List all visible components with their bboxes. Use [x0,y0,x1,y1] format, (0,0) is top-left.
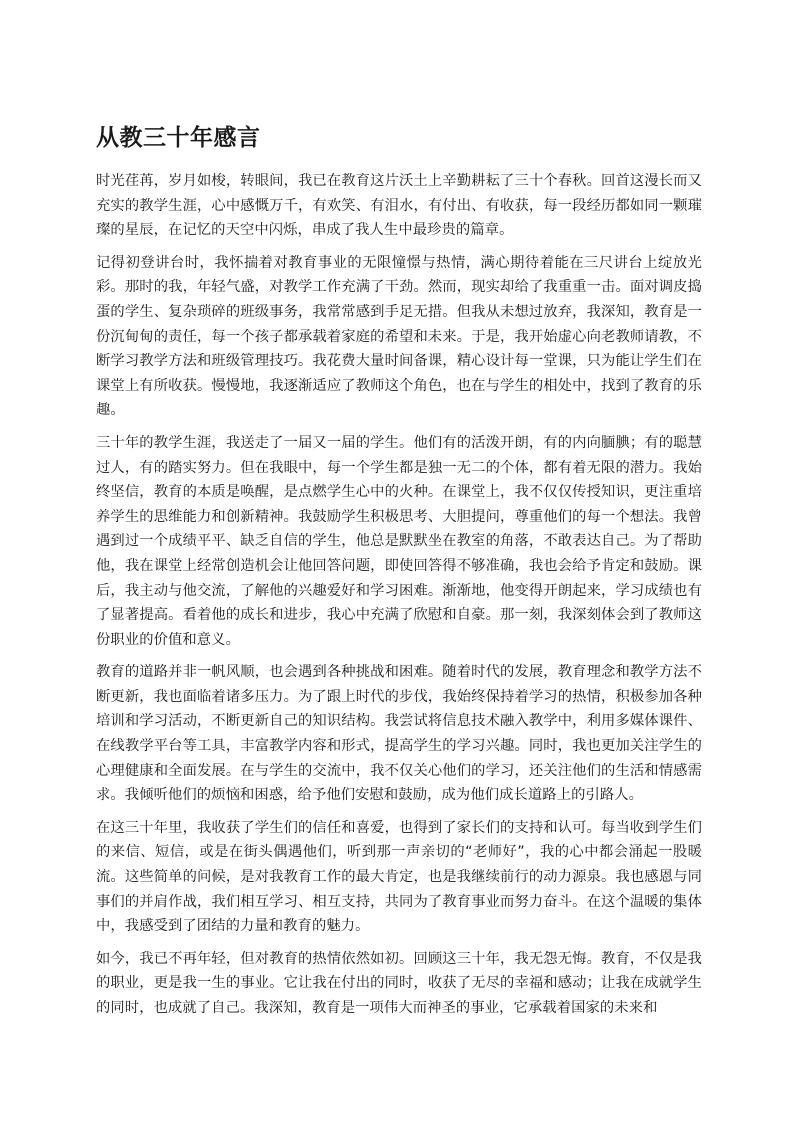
paragraph-3: 三十年的教学生涯，我送走了一届又一届的学生。他们有的活泼开朗，有的内向腼腆；有的聪慧过人，有的踏实努力。但在我眼中，每一个学生都是独一无二的个体，都有着无限的潜力。我始终坚信，教育的本质是唤醒，是点燃学生心中的火种。在课堂上，我不仅仅传授知识，更注重培养学生的思维能力和创新精神。我鼓励学生积极思考、大胆提问，尊重他们的每一个想法。我曾遇到过一个成绩平平、缺乏自信的学生，他总是默默坐在教室的角落，不敢表达自己。为了帮助他，我在课堂上经常创造机会让他回答问题，即使回答得不够准确，我也会给予肯定和鼓励。课后，我主动与他交流，了解他的兴趣爱好和学习困难。渐渐地，他变得开朗起来，学习成绩也有了显著提高。看着他的成长和进步，我心中充满了欣慰和自豪。那一刻，我深刻体会到了教师这份职业的价值和意义。 [96,434,702,648]
paragraph-5: 在这三十年里，我收获了学生们的信任和喜爱，也得到了家长们的支持和认可。每当收到学生们的来信、短信，或是在街头偶遇他们，听到那一声亲切的“老师好”，我的心中都会涌起一股暖流。这些简单的问候，是对我教育工作的最大肯定，也是我继续前行的动力源泉。我也感恩与同事们的并肩作战，我们相互学习、相互支持，共同为了教育事业而努力奋斗。在这个温暖的集体中，我感受到了团结的力量和教育的魅力。 [96,819,702,935]
document-page [96,118,702,1029]
paragraph-2: 记得初登讲台时，我怀揣着对教育事业的无限憧憬与热情，满心期待着能在三尺讲台上绽放光彩。那时的我，年轻气盛，对教学工作充满了干劲。然而，现实却给了我重重一击。面对调皮捣蛋的学生、复杂琐碎的班级事务，我常常感到手足无措。但我从未想过放弃，我深知，教育是一份沉甸甸的责任，每一个孩子都承载着家庭的希望和未来。于是，我开始虚心向老教师请教，不断学习教学方法和班级管理技巧。我花费大量时间备课，精心设计每一堂课，只为能让学生们在课堂上有所收获。慢慢地，我逐渐适应了教师这个角色，也在与学生的相处中，找到了教育的乐趣。 [96,254,702,419]
document-title: 从教三十年感言 [96,125,261,151]
paragraph-4: 教育的道路并非一帆风顺，也会遇到各种挑战和困难。随着时代的发展，教育理念和教学方法不断更新，我也面临着诸多压力。为了跟上时代的步伐，我始终保持着学习的热情，积极参加各种培训和学习活动，不断更新自己的知识结构。我尝试将信息技术融入教学中，利用多媒体课件、在线教学平台等工具，丰富教学内容和形式，提高学生的学习兴趣。同时，我也更加关注学生的心理健康和全面发展。在与学生的交流中，我不仅关心他们的学习，还关注他们的生活和情感需求。我倾听他们的烦恼和困惑，给予他们安慰和鼓励，成为他们成长道路上的引路人。 [96,664,702,804]
paragraph-1: 时光荏苒，岁月如梭，转眼间，我已在教育这片沃土上辛勤耕耘了三十个春秋。回首这漫长而又充实的教学生涯，心中感慨万千，有欢笑、有泪水，有付出、有收获，每一段经历都如同一颗璀璨的星辰，在记忆的天空中闪烁，串成了我人生中最珍贵的篇章。 [96,173,702,239]
paragraph-6: 如今，我已不再年轻，但对教育的热情依然如初。回顾这三十年，我无怨无悔。教育，不仅是我的职业，更是我一生的事业。它让我在付出的同时，收获了无尽的幸福和感动；让我在成就学生的同时，也成就了自己。我深知，教育是一项伟大而神圣的事业，它承载着国家的未来和 [96,950,702,1016]
